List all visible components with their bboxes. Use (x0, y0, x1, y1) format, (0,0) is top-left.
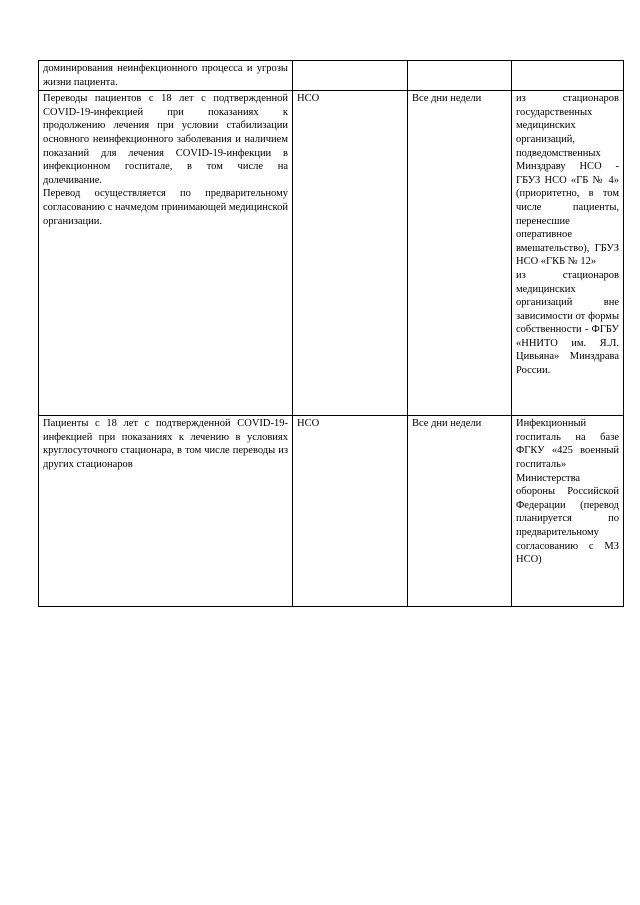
row-2-condition-cell (39, 416, 293, 607)
row-0-condition-text: доминирования неинфекционного процесса и угрозы жизни пациента. (43, 63, 288, 88)
row-1-schedule-cell: Все дни недели (408, 91, 512, 416)
row-0-region-cell (293, 61, 408, 91)
table-row (39, 61, 624, 91)
row-1-facility-other: из стационаров медицинских организаций вне зависимости от формы собственности - ФГБУ «ННИТО им. Я.Л. Цивьяна» Минздрава России. (516, 269, 619, 377)
row-1-facility-cell (512, 91, 624, 416)
row-2-region-cell: НСО (293, 416, 408, 607)
table-row (39, 416, 624, 607)
row-1-condition-note: Перевод осуществляется по предварительному согласованию с начмедом принимающей медицинской организации. (43, 188, 288, 227)
row-2-condition-text: Пациенты с 18 лет с подтвержденной COVID-19-инфекцией при показаниях к лечению в условиях круглосуточного стационара, в том числе переводы из других стационаров (43, 418, 288, 470)
document-table (38, 60, 624, 607)
row-1-facility-state: из стационаров государственных медицинских организаций, подведомственных Минздраву НСО - ГБУЗ НСО «ГБ № 4» (приоритетно, в том числе пациенты, перенесшие оперативное вмешательство), ГБУЗ НСО «ГКБ № 12» (516, 93, 619, 268)
row-0-condition-cell (39, 61, 293, 91)
row-0-facility-cell (512, 61, 624, 91)
row-0-schedule-cell (408, 61, 512, 91)
row-1-region-cell: НСО (293, 91, 408, 416)
row-2-facility-cell (512, 416, 624, 607)
row-2-schedule-cell: Все дни недели (408, 416, 512, 607)
table-row (39, 91, 624, 416)
row-1-condition-cell (39, 91, 293, 416)
row-2-facility-text: Инфекционный госпиталь на базе ФГКУ «425 военный госпиталь» Министерства обороны Российской Федерации (перевод планируется по предварительному согласованию с МЗ НСО) (516, 418, 619, 566)
row-1-condition-text: Переводы пациентов с 18 лет с подтвержденной COVID-19-инфекцией при показаниях к продолжению лечения при условии стабилизации основного неинфекционного заболевания и наличием показаний для лечения COVID-19-инфекции в инфекционном госпитале, в том числе на долечивание. (43, 93, 288, 186)
